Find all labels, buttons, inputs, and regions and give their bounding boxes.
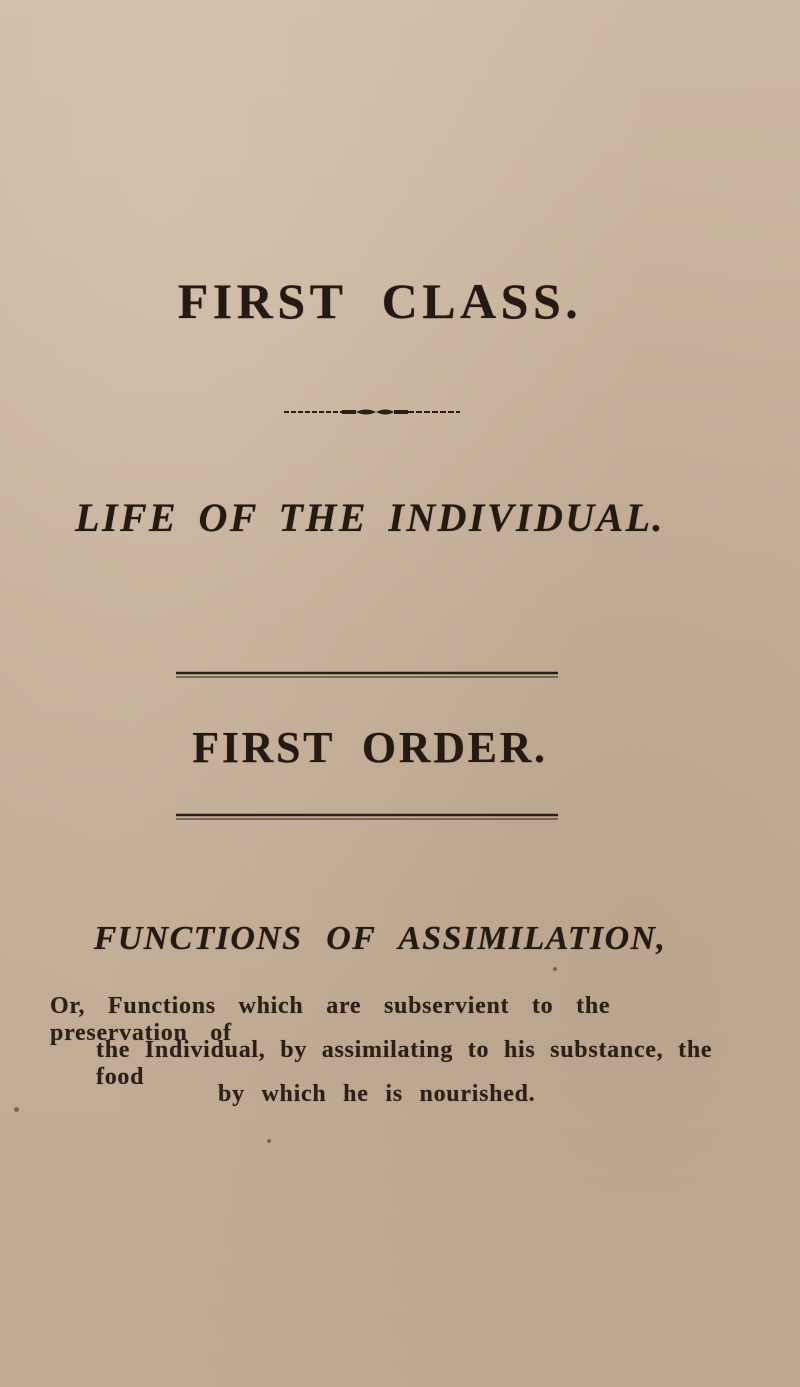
body-line-3: by which he is nourished. — [218, 1081, 536, 1107]
life-heading: LIFE OF THE INDIVIDUAL. — [75, 495, 665, 540]
paper-speck — [553, 967, 557, 971]
double-rule-bottom — [176, 813, 558, 821]
double-rule-top — [176, 671, 558, 679]
body-line-2: the Individual, by assimilating to his substance, the food — [96, 1037, 713, 1090]
ornament-divider — [284, 406, 460, 418]
paper-speck — [14, 1107, 19, 1112]
functions-heading: FUNCTIONS OF ASSIMILATION, — [93, 920, 667, 957]
body-line-1: Or, Functions which are subservient to the preservation of — [50, 993, 611, 1046]
class-heading: FIRST CLASS. — [177, 273, 583, 329]
order-heading: FIRST ORDER. — [192, 723, 548, 772]
paper-speck — [267, 1139, 271, 1143]
